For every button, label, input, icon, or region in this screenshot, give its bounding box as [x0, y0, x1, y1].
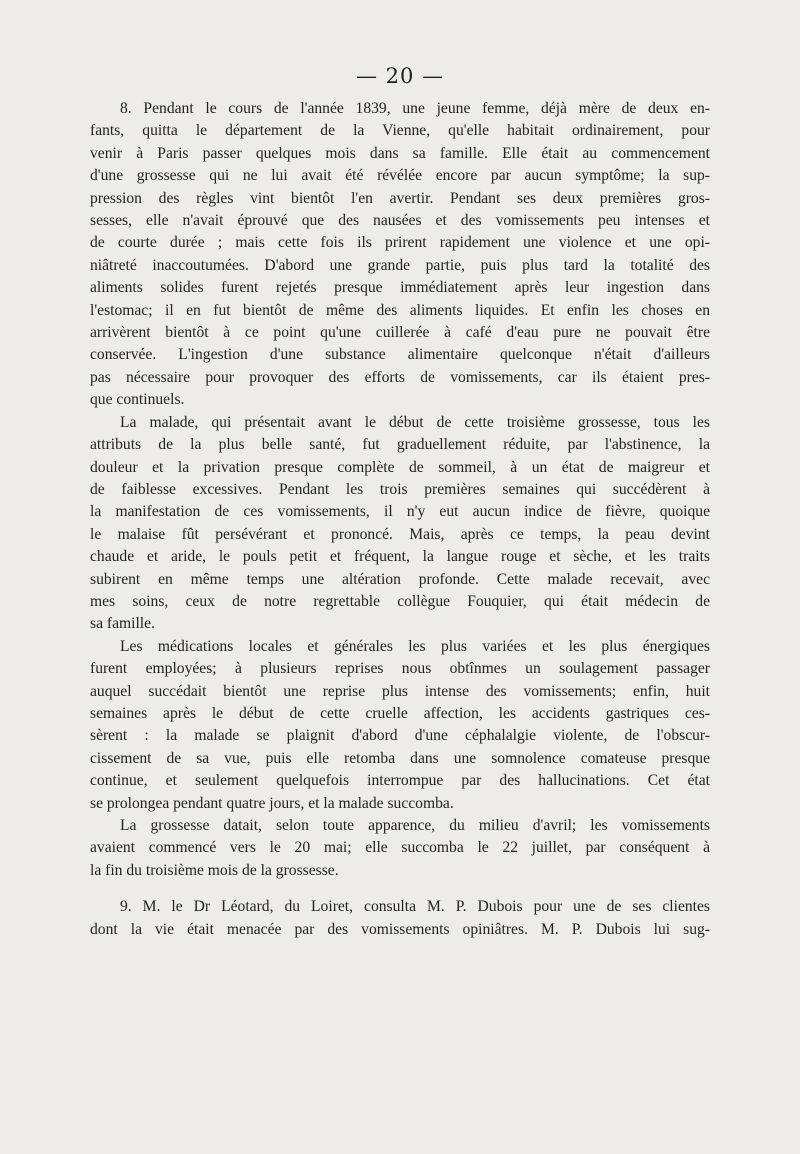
text-line: 8. Pendant le cours de l'année 1839, une jeune femme, déjà mère de deux en- — [120, 100, 710, 117]
text-line: furent employées; à plusieurs reprises nous obtînmes un soulagement passager — [90, 660, 710, 678]
text-line: la fin du troisième mois de la grossesse. — [90, 861, 339, 879]
text-line: sèrent : la malade se plaignit d'abord d'une céphalalgie violente, de l'obscur- — [90, 727, 710, 745]
text-line: avaient commencé vers le 20 mai; elle succomba le 22 juillet, par conséquent à — [90, 839, 710, 857]
text-line: semaines après le début de cette cruelle affection, les accidents gastriques ces- — [90, 704, 710, 722]
text-line: attributs de la plus belle santé, fut graduellement réduite, par l'abstinence, la — [90, 436, 710, 454]
text-line: arrivèrent bientôt à ce point qu'une cuillerée à café d'eau pure ne pouvait être — [90, 324, 710, 342]
text-line: d'une grossesse qui ne lui avait été révélée encore par aucun symptôme; la sup- — [90, 167, 710, 185]
text-line: pas nécessaire pour provoquer des efforts de vomissements, car ils étaient pres- — [90, 368, 710, 386]
text-line: La grossesse datait, selon toute apparence, du milieu d'avril; les vomissements — [120, 817, 710, 834]
text-line: continue, et seulement quelquefois interrompue par des hallucinations. Cet état — [90, 772, 710, 790]
text-line: chaude et aride, le pouls petit et fréquent, la langue rouge et sèche, et les traits — [90, 548, 710, 566]
text-line: fants, quitta le département de la Vienne, qu'elle habitait ordinairement, pour — [90, 122, 710, 140]
text-line: mes soins, ceux de notre regrettable collègue Fouquier, qui était médecin de — [90, 592, 710, 610]
text-line: que continuels. — [90, 391, 185, 409]
text-line: La malade, qui présentait avant le début de cette troisième grossesse, tous les — [120, 413, 710, 431]
text-line: le malaise fût persévérant et prononcé. Mais, après ce temps, la peau devint — [90, 525, 710, 543]
text-line: dont la vie était menacée par des vomissements opiniâtres. M. P. Dubois lui sug- — [90, 920, 710, 938]
text-line: niâtreté inaccoutumées. D'abord une grande partie, puis plus tard la totalité des — [90, 256, 710, 274]
text-line: aliments solides furent rejetés presque immédiatement après leur ingestion dans — [90, 279, 710, 297]
paragraph-gap — [90, 882, 710, 896]
text-line: se prolongea pendant quatre jours, et la malade succomba. — [90, 794, 454, 812]
text-line: douleur et la privation presque complète de sommeil, à un état de maigreur et — [90, 458, 710, 476]
text-line: l'estomac; il en fut bientôt de même des aliments liquides. Et enfin les choses en — [90, 301, 710, 319]
text-line: sesses, elle n'avait éprouvé que des nausées et des vomissements peu intenses et — [90, 212, 710, 230]
text-line: pression des règles vint bientôt l'en avertir. Pendant ses deux premières gros- — [90, 189, 710, 207]
body-text — [90, 98, 710, 941]
text-line: venir à Paris passer quelques mois dans sa famille. Elle était au commencement — [90, 144, 710, 162]
text-line: subirent en même temps une altération profonde. Cette malade recevait, avec — [90, 570, 710, 588]
text-line: auquel succédait bientôt une reprise plus intense des vomissements; enfin, huit — [90, 682, 710, 700]
text-line: 9. M. le Dr Léotard, du Loiret, consulta M. P. Dubois pour une de ses clientes — [120, 898, 710, 916]
text-line: de courte durée ; mais cette fois ils prirent rapidement une violence et une opi- — [90, 234, 710, 252]
text-line: la manifestation de ces vomissements, il n'y eut aucun indice de fièvre, quoique — [90, 503, 710, 521]
text-line: conservée. L'ingestion d'une substance alimentaire quelconque n'était d'ailleurs — [90, 346, 710, 364]
text-line: Les médications locales et générales les plus variées et les plus énergiques — [120, 637, 710, 655]
text-line: de faiblesse excessives. Pendant les trois premières semaines qui succédèrent à — [90, 480, 710, 498]
text-line: cissement de sa vue, puis elle retomba dans une somnolence comateuse presque — [90, 749, 710, 767]
page-number: — 20 — — [355, 64, 445, 88]
text-line: sa famille. — [90, 615, 155, 633]
